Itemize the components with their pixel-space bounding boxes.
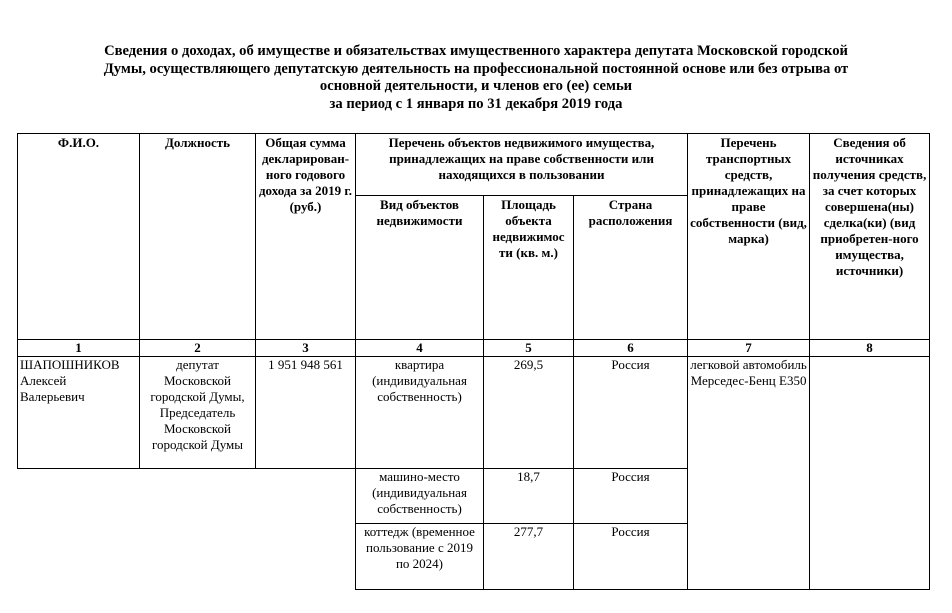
- property-country: Россия: [574, 524, 688, 590]
- empty-cell: [18, 524, 356, 590]
- empty-cell: [18, 469, 356, 524]
- header-position: Должность: [140, 134, 256, 340]
- header-realty-group: Перечень объектов недвижимого имущества, принадлежащих на праве собственности или находящихся в пользовании: [356, 134, 688, 196]
- person-vehicle: легковой автомобиль Мерседес-Бенц E350: [688, 357, 810, 590]
- column-number: 6: [574, 340, 688, 357]
- person-fio-cell: [18, 357, 140, 469]
- title-line-1: Сведения о доходах, об имуществе и обязательствах имущественного характера депутата Московской городской: [104, 43, 848, 59]
- person-surname: ШАПОШНИКОВ: [20, 357, 120, 372]
- header-sources: Сведения об источниках получения средств, за счет которых совершена(ны) сделка(ки) (вид приобретен-ного имущества, источники): [810, 134, 930, 340]
- header-realty-country: Страна расположения: [574, 196, 688, 340]
- header-vehicles: Перечень транспортных средств, принадлежащих на праве собственности (вид, марка): [688, 134, 810, 340]
- column-number: 8: [810, 340, 930, 357]
- property-country: Россия: [574, 469, 688, 524]
- person-income: 1 951 948 561: [256, 357, 356, 469]
- person-name: Алексей: [20, 373, 67, 388]
- person-sources: [810, 357, 930, 590]
- title-line-4: за период с 1 января по 31 декабря 2019 года: [329, 95, 623, 112]
- declaration-table: [17, 133, 930, 590]
- property-type: квартира (индивидуальная собственность): [356, 357, 484, 469]
- person-position: депутат Московской городской Думы, Председатель Московской городской Думы: [140, 357, 256, 469]
- column-number: 5: [484, 340, 574, 357]
- header-realty-type: Вид объектов недвижимости: [356, 196, 484, 340]
- column-number: 4: [356, 340, 484, 357]
- property-area: 18,7: [484, 469, 574, 524]
- property-type: машино-место (индивидуальная собственность): [356, 469, 484, 524]
- header-realty-area: Площадь объекта недвижимос ти (кв. м.): [484, 196, 574, 340]
- person-patronymic: Валерьевич: [20, 389, 85, 404]
- column-number: 7: [688, 340, 810, 357]
- title-line-2: Думы, осуществляющего депутатскую деятельность на профессиональной постоянной основе или без отрыва от: [103, 60, 849, 77]
- column-number: 1: [18, 340, 140, 357]
- property-country: Россия: [574, 357, 688, 469]
- title-line-3: основной деятельности, и членов его (ее) семьи: [319, 78, 633, 94]
- column-number: 3: [256, 340, 356, 357]
- property-type: коттедж (временное пользование с 2019 по 2024): [356, 524, 484, 590]
- property-area: 277,7: [484, 524, 574, 590]
- property-area: 269,5: [484, 357, 574, 469]
- header-row-1: [18, 134, 930, 196]
- document-title: [40, 43, 912, 113]
- header-fio: Ф.И.О.: [18, 134, 140, 340]
- header-income: Общая сумма декларирован-ного годового дохода за 2019 г. (руб.): [256, 134, 356, 340]
- column-number-row: [18, 340, 930, 357]
- table-row: [18, 357, 930, 469]
- column-number: 2: [140, 340, 256, 357]
